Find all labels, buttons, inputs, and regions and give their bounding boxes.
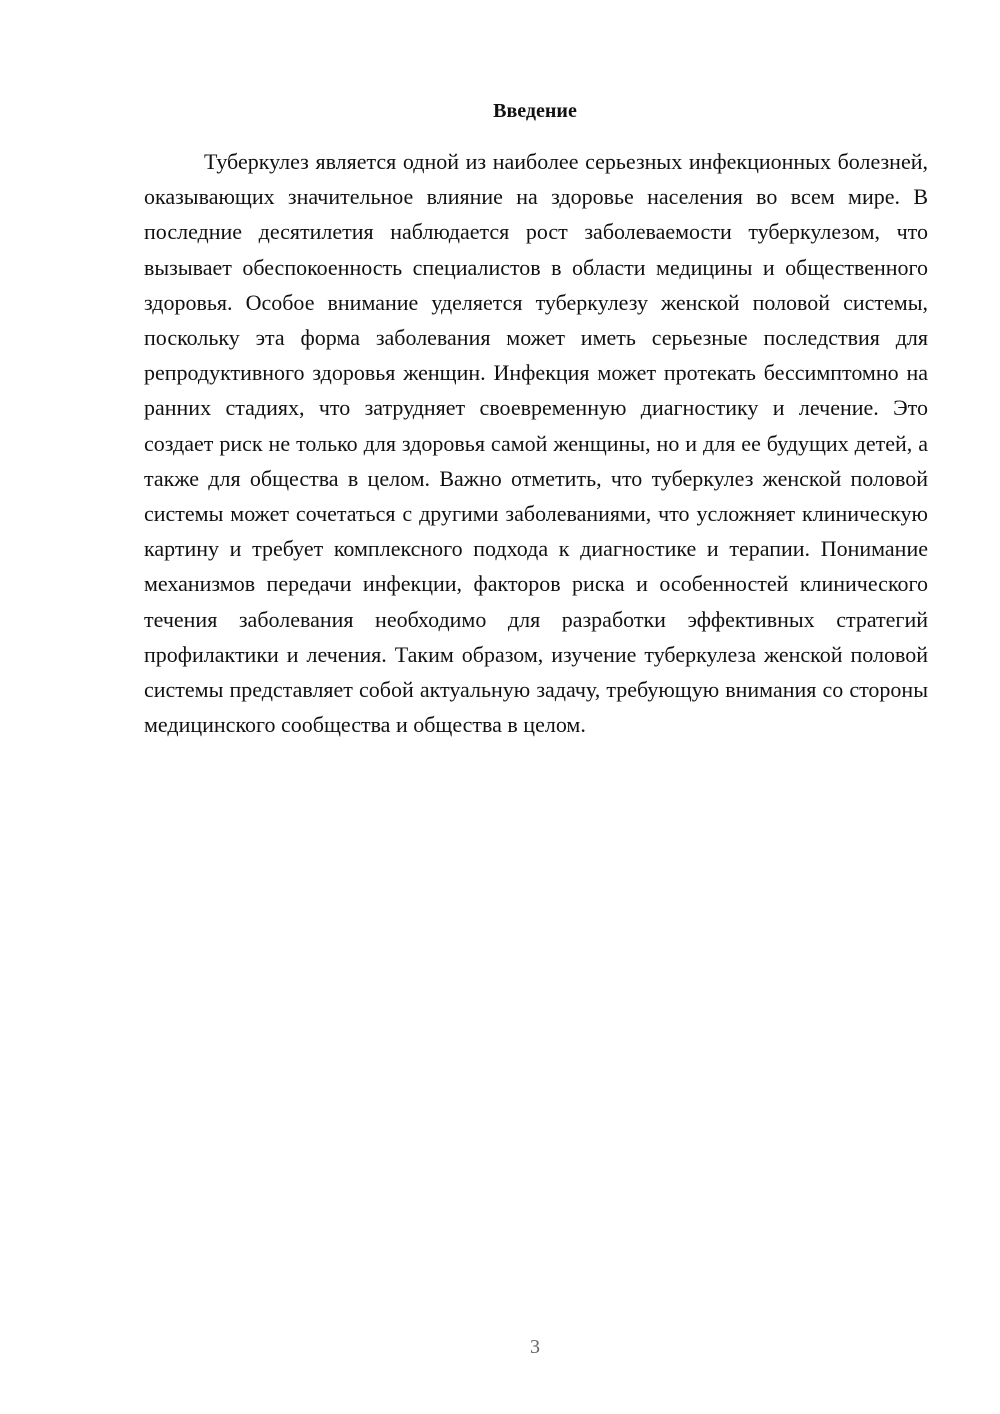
section-heading: Введение [493, 100, 577, 122]
intro-paragraph: Туберкулез является одной из наиболее серьезных инфекционных болезней, оказывающих значительное влияние на здоровье населения во всем мире. В последние десятилетия наблюдается рост заболеваемости туберкулезом, что вызывает обеспокоенность специалистов в области медицины и общественного здоровья. Особое внимание уделяется туберкулезу женской половой системы, поскольку эта форма заболевания может иметь серьезные последствия для репродуктивного здоровья женщин. Инфекция может протекать бессимптомно на ранних стадиях, что затрудняет своевременную диагностику и лечение. Это создает риск не только для здоровья самой женщины, но и для ее будущих детей, а также для общества в целом. Важно отметить, что туберкулез женской половой системы может сочетаться с другими заболеваниями, что усложняет клиническую картину и требует комплексного подхода к диагностике и терапии. Понимание механизмов передачи инфекции, факторов риска и особенностей клинического течения заболевания необходимо для разработки эффективных стратегий профилактики и лечения. Таким образом, изучение туберкулеза женской половой системы представляет собой актуальную задачу, требующую внимания со стороны медицинского сообщества и общества в целом. [144, 149, 928, 738]
page-number: 3 [530, 1336, 540, 1358]
